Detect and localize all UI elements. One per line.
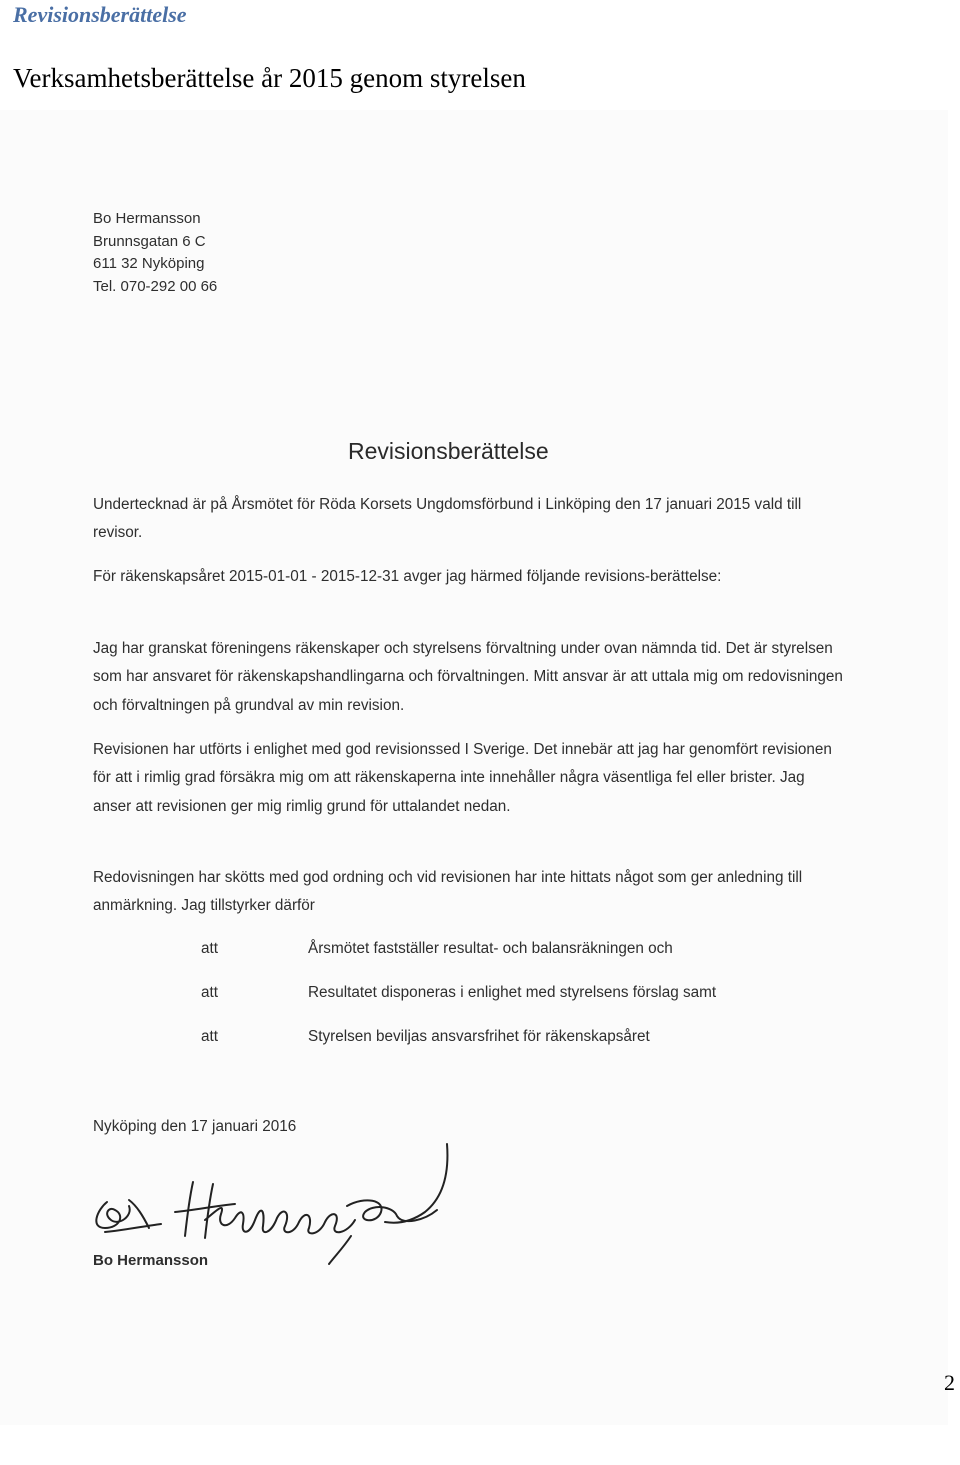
motion-text: Resultatet disponeras i enlighet med styrelsens förslag samt (308, 984, 717, 1001)
handwritten-signature (85, 1140, 465, 1265)
paragraph-method: Revisionen har utförts i enlighet med god revisionssed I Sverige. Det innebär att jag har genomfört revisionen för att i rimlig grad försäkra mig om att räkenskaperna inte innehåller några väsentliga fel eller brister. Jag anser att revisionen ger mig rimlig grund för uttalandet nedan. (93, 741, 832, 815)
paragraph-appointment: Undertecknad är på Årsmötet för Röda Korsets Ungdomsförbund i Linköping den 17 januari 2015 vald till revisor. (93, 496, 802, 542)
paragraph-scope: Jag har granskat föreningens räkenskaper och styrelsens förvaltning under ovan nämnda tid. Det är styrelsen som har ansvaret för räkenskapshandlingarna och förvaltningen. Mitt ansvar är att uttala mig om redovisningen och förvaltningen på grundval av min revision. (93, 640, 843, 714)
motion-text: Årsmötet fastställer resultat- och balansräkningen och (308, 940, 673, 957)
paragraph-conclusion: Redovisningen har skötts med god ordning och vid revisionen har inte hittats något som ger anledning till anmärkning. Jag tillstyrker därför (93, 869, 803, 915)
motion-prefix: att (201, 940, 219, 957)
sender-city: 611 32 Nyköping (93, 255, 205, 272)
signer-name: Bo Hermansson (93, 1252, 209, 1269)
sender-street: Brunnsgatan 6 C (93, 232, 206, 250)
place-date: Nyköping den 17 januari 2016 (93, 1118, 297, 1135)
motion-text: Styrelsen beviljas ansvarsfrihet för räkenskapsåret (308, 1028, 650, 1045)
motion-prefix: att (201, 1028, 219, 1045)
document-title: Verksamhetsberättelse år 2015 genom styrelsen (13, 63, 526, 93)
sender-phone: Tel. 070-292 00 66 (93, 277, 218, 295)
paragraph-fiscal-year: För räkenskapsåret 2015-01-01 - 2015-12-31 avger jag härmed följande revisions-berättelse: (93, 568, 722, 585)
sender-name: Bo Hermansson (93, 210, 201, 227)
page-number: 2 (944, 1370, 955, 1395)
running-head: Revisionsberättelse (13, 2, 187, 27)
motion-prefix: att (201, 984, 219, 1001)
letter-title: Revisionsberättelse (348, 438, 549, 464)
scanned-letter (0, 110, 948, 1425)
sender-address (93, 208, 217, 298)
